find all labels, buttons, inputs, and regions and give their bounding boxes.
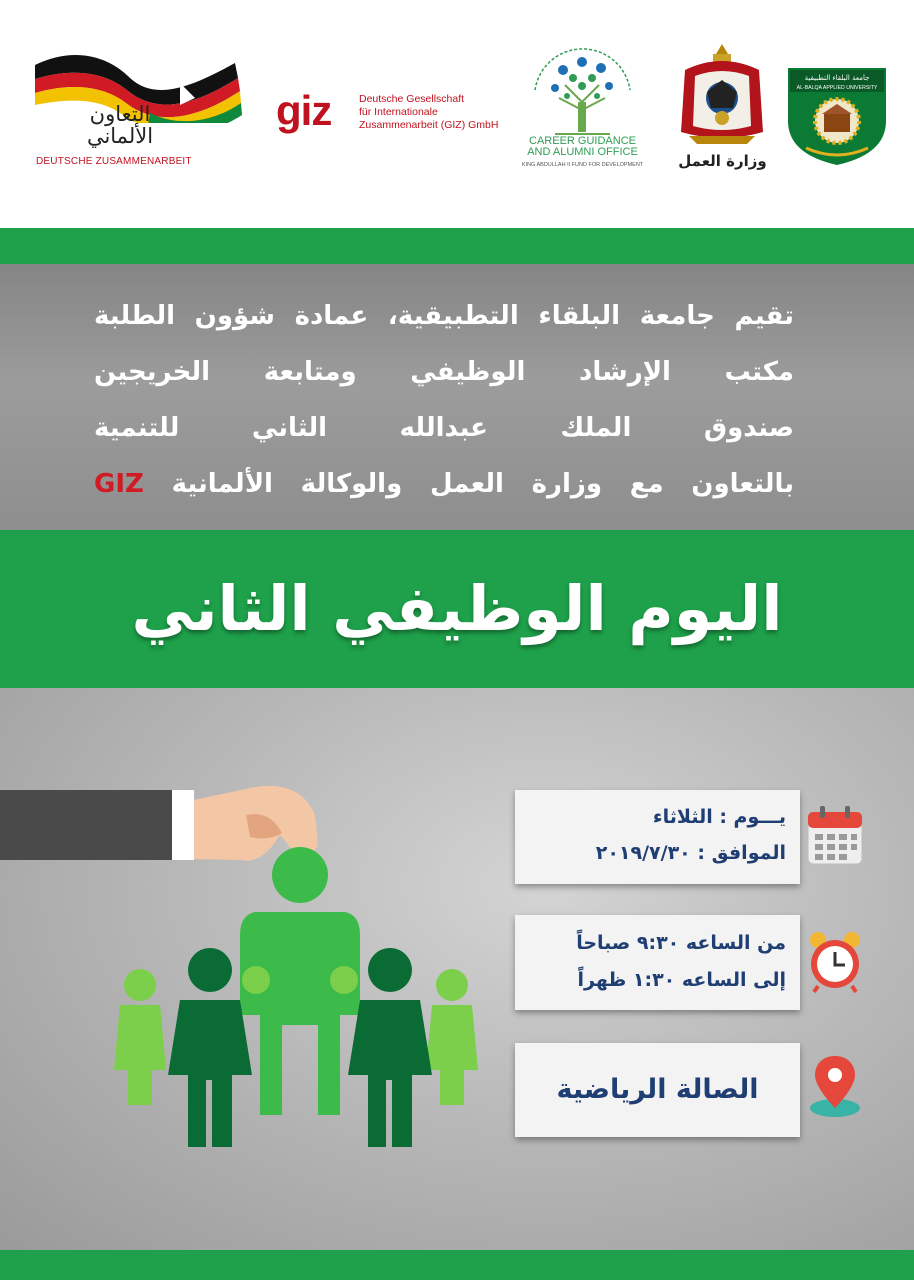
german-cooperation-english: DEUTSCHE ZUSAMMENARBEIT <box>36 156 192 167</box>
university-shield-icon <box>786 66 888 166</box>
day-line: يـــوم : الثلاثاء <box>652 806 786 828</box>
time-to: إلى الساعه ١:٣٠ ظهراً <box>577 969 786 991</box>
person-head-back-left <box>124 969 156 1001</box>
person-body-dark-right <box>348 1000 432 1147</box>
recruitment-illustration <box>0 775 500 1155</box>
calendar-icon <box>806 804 864 866</box>
intro-line-4 <box>94 456 794 512</box>
location-pin-icon <box>808 1054 862 1118</box>
giz-full-name: Deutsche Gesellschaft für Internationale Zusammenarbeit (GIZ) GmbH <box>359 93 499 131</box>
person-body-back-right <box>426 1005 478 1105</box>
career-office-sub: KING ABDULLAH II FUND FOR DEVELOPMENT <box>521 162 644 168</box>
german-cooperation-arabic: التعاون الألماني <box>86 102 154 148</box>
date-line: الموافق : ٢٠١٩/٧/٣٠ <box>595 842 786 864</box>
giz-mark: giz <box>276 87 332 134</box>
date-info-box <box>515 790 800 884</box>
intro-text <box>94 288 794 512</box>
person-head-dark-right <box>368 948 412 992</box>
event-place: الصالة الرياضية <box>556 1074 759 1105</box>
person-head-back-mid-right <box>330 966 358 994</box>
alarm-clock-icon <box>806 930 864 994</box>
career-office-english: CAREER GUIDANCE AND ALUMNI OFFICE <box>527 135 638 158</box>
title-band <box>0 530 914 688</box>
intro-line-1: تقيم جامعة البلقاء التطبيقية، عمادة شؤون الطلبة <box>94 301 794 331</box>
university-english-name: AL-BALQA APPLIED UNIVERSITY <box>796 85 878 91</box>
logo-header <box>0 0 914 228</box>
time-from: من الساعه ٩:٣٠ صباحاً <box>576 932 786 954</box>
page-title: اليوم الوظيفي الثاني <box>131 572 783 645</box>
intro-giz-label: GIZ <box>94 469 144 499</box>
top-green-strip <box>0 228 914 264</box>
intro-line-2: مكتب الإرشاد الوظيفي ومتابعة الخريجين <box>94 357 794 387</box>
cuff-shape <box>172 790 194 860</box>
person-head-back-right <box>436 969 468 1001</box>
sleeve-shape <box>0 790 180 860</box>
intro-line-3: صندوق الملك عبدالله الثاني للتنمية <box>94 413 794 443</box>
person-body-main <box>240 912 360 1115</box>
intro-line-4-text: بالتعاون مع وزارة العمل والوكالة الألمانية <box>171 469 794 499</box>
university-arabic-name: جامعة البلقاء التطبيقية <box>804 74 870 82</box>
place-info-box <box>515 1043 800 1137</box>
time-info-box <box>515 915 800 1010</box>
giz-logo <box>276 85 516 145</box>
person-head-main <box>272 847 328 903</box>
al-balqa-university-logo <box>786 66 888 166</box>
person-head-back-mid-left <box>242 966 270 994</box>
coat-of-arms-icon <box>675 40 770 148</box>
intro-panel <box>0 264 914 530</box>
german-cooperation-logo <box>30 48 245 178</box>
person-body-dark-left <box>168 1000 252 1147</box>
ministry-name: وزارة العمل <box>678 152 767 170</box>
person-head-dark-left <box>188 948 232 992</box>
ministry-of-labour-logo <box>675 40 770 175</box>
career-guidance-logo <box>515 40 650 185</box>
bottom-green-strip <box>0 1250 914 1280</box>
tree-icon <box>515 40 650 138</box>
person-body-back-left <box>114 1005 166 1105</box>
